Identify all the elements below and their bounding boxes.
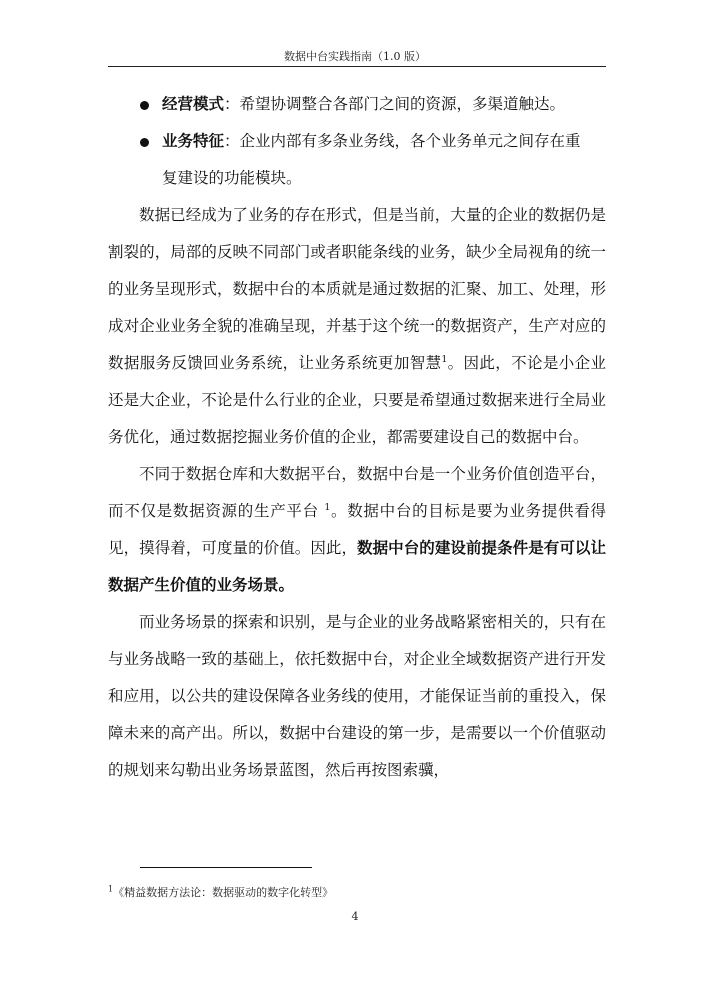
paragraph-tail: 。因此，不论是小企业还是大企业，不论是什么行业的企业，只要是希望通过数据来进行全局业务优化，通过数据挖掘业务价值的企业，都需要建设自己的数据中台。 <box>108 354 606 446</box>
bullet-text: 希望协调整合各部门之间的资源，多渠道触达。 <box>239 95 566 113</box>
paragraph-tail: 。数据中台的目标是要为业务提供看得见，摸得着，可度量的价值。因此， <box>108 502 606 557</box>
body-paragraph <box>108 604 606 789</box>
bullet-item <box>108 86 606 123</box>
header-rule <box>108 66 606 67</box>
emphasis-text: 数据中台的建设前提条件是有可以让数据产生价值的业务场景。 <box>108 539 606 594</box>
page-number: 4 <box>351 910 359 923</box>
footnote-reference: 1 <box>324 502 331 513</box>
footnote-text: 《精益数据方法论：数据驱动的数字化转型》 <box>113 886 334 899</box>
page-body <box>108 86 606 789</box>
bullet-dot-icon <box>140 101 149 110</box>
footnote-rule <box>140 867 312 868</box>
footnote-reference: 1 <box>441 354 448 365</box>
bullet-separator: ： <box>224 95 240 113</box>
footnote-marker: 1 <box>108 884 114 894</box>
bullet-text: 企业内部有多条业务线，各个业务单元之间存在重 <box>239 132 581 150</box>
bullet-continuation: 复建设的功能模块。 <box>162 169 302 187</box>
running-header: 数据中台实践指南（1.0 版） <box>284 50 426 63</box>
paragraph-text: 数据已经成为了业务的存在形式，但是当前，大量的企业的数据仍是割裂的，局部的反映不同部门或者职能条线的业务，缺少全局视角的统一的业务呈现形式，数据中台的本质就是通过数据的汇聚、加工、处理，形成对企业业务全貌的准确呈现，并基于这个统一的数据资产，生产对应的数据服务反馈回业务系统，让业务系统更加智慧 <box>108 206 606 372</box>
bullet-label: 经营模式 <box>162 95 225 113</box>
bullet-separator: ： <box>224 132 240 150</box>
body-paragraph <box>108 456 606 604</box>
bullet-label: 业务特征 <box>162 132 225 150</box>
bullet-dot-icon <box>140 138 149 147</box>
paragraph-text: 不同于数据仓库和大数据平台，数据中台是一个业务价值创造平台，而不仅是数据资源的生产平台 <box>108 465 606 520</box>
paragraph-text: 而业务场景的探索和识别，是与企业的业务战略紧密相关的，只有在与业务战略一致的基础上，依托数据中台，对企业全域数据资产进行开发和应用，以公共的建设保障各业务线的使用，才能保证当前的重投入，保障未来的高产出。所以，数据中台建设的第一步，是需要以一个价值驱动的规划来勾勒出业务场景蓝图，然后再按图索骥， <box>108 613 606 779</box>
footnote <box>108 884 333 900</box>
body-paragraph <box>108 197 606 456</box>
bullet-item <box>108 123 606 197</box>
